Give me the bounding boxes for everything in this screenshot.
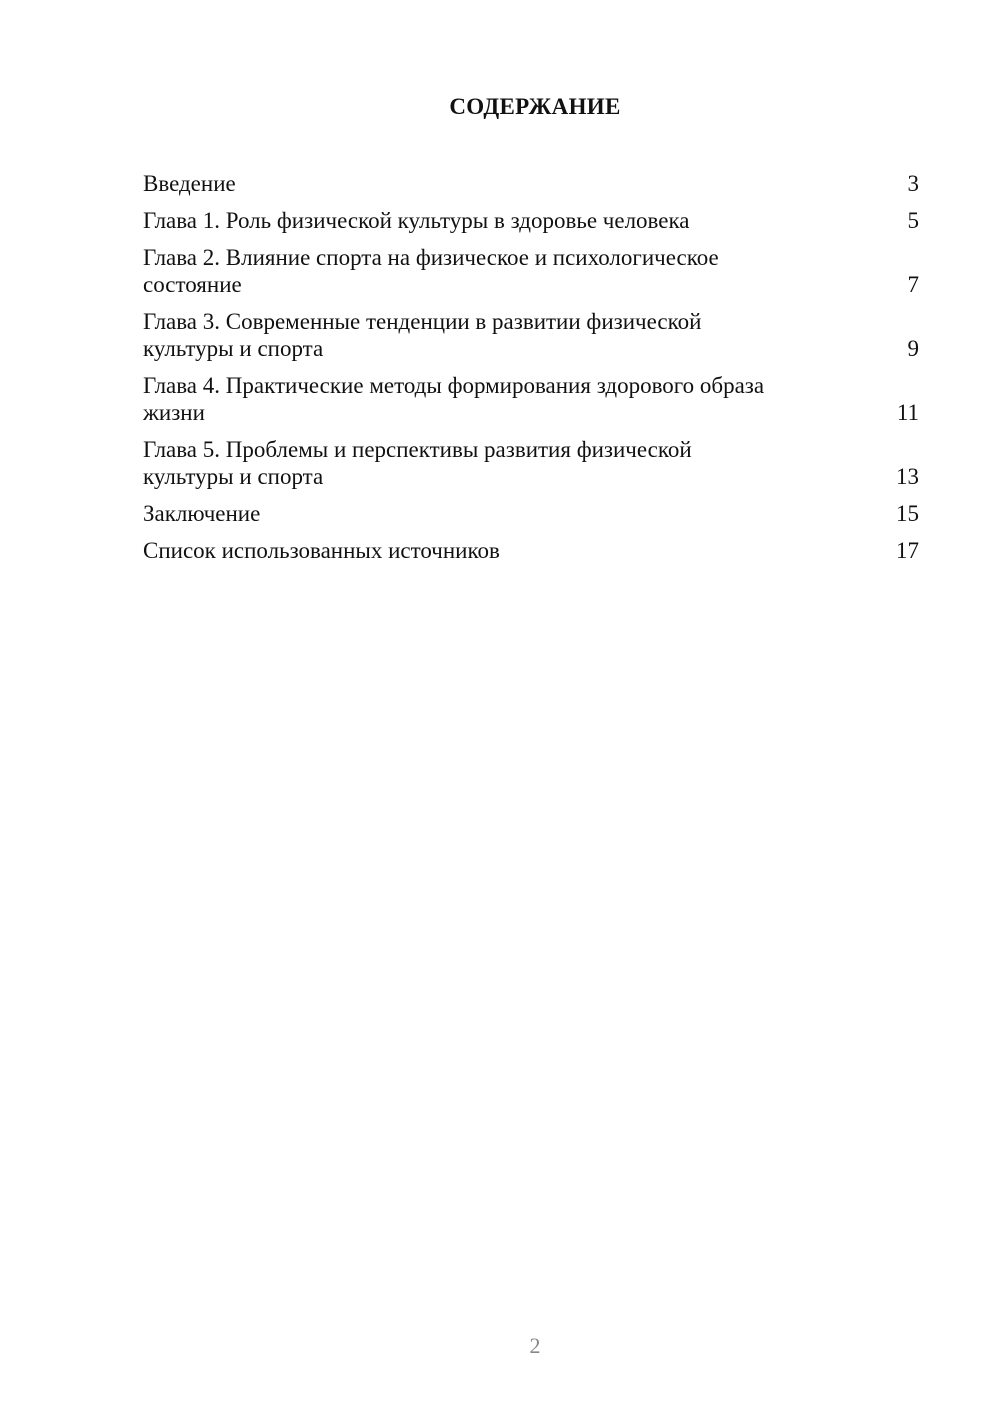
toc-entry-label: Глава 2. Влияние спорта на физическое и психологическое состояние	[143, 245, 719, 297]
toc-entry-page: 13	[896, 464, 919, 489]
toc-entry-page: 9	[907, 336, 919, 361]
table-of-contents	[143, 170, 919, 574]
toc-entry-label: Заключение	[143, 501, 261, 526]
toc-entry	[143, 308, 919, 362]
toc-entry	[143, 207, 919, 234]
toc-entry-page: 11	[896, 400, 919, 425]
page-title: СОДЕРЖАНИЕ	[449, 94, 621, 119]
toc-entry	[143, 372, 919, 426]
toc-entry-label: Введение	[143, 171, 236, 196]
toc-entry	[143, 537, 919, 564]
toc-entry-label: Глава 5. Проблемы и перспективы развития физической культуры и спорта	[143, 437, 692, 489]
toc-entry-page: 7	[907, 272, 919, 297]
toc-entry	[143, 500, 919, 527]
toc-entry-page: 5	[907, 208, 919, 233]
toc-entry	[143, 170, 919, 197]
toc-entry-label: Глава 3. Современные тенденции в развитии физической культуры и спорта	[143, 309, 702, 361]
toc-entry	[143, 244, 919, 298]
toc-entry	[143, 436, 919, 490]
toc-entry-page: 3	[907, 171, 919, 196]
toc-entry-page: 17	[896, 538, 919, 563]
toc-entry-page: 15	[896, 501, 919, 526]
toc-entry-label: Список использованных источников	[143, 538, 500, 563]
toc-entry-label: Глава 1. Роль физической культуры в здоровье человека	[143, 208, 690, 233]
toc-entry-label: Глава 4. Практические методы формирования здорового образа жизни	[143, 373, 765, 425]
page-number: 2	[529, 1333, 541, 1358]
